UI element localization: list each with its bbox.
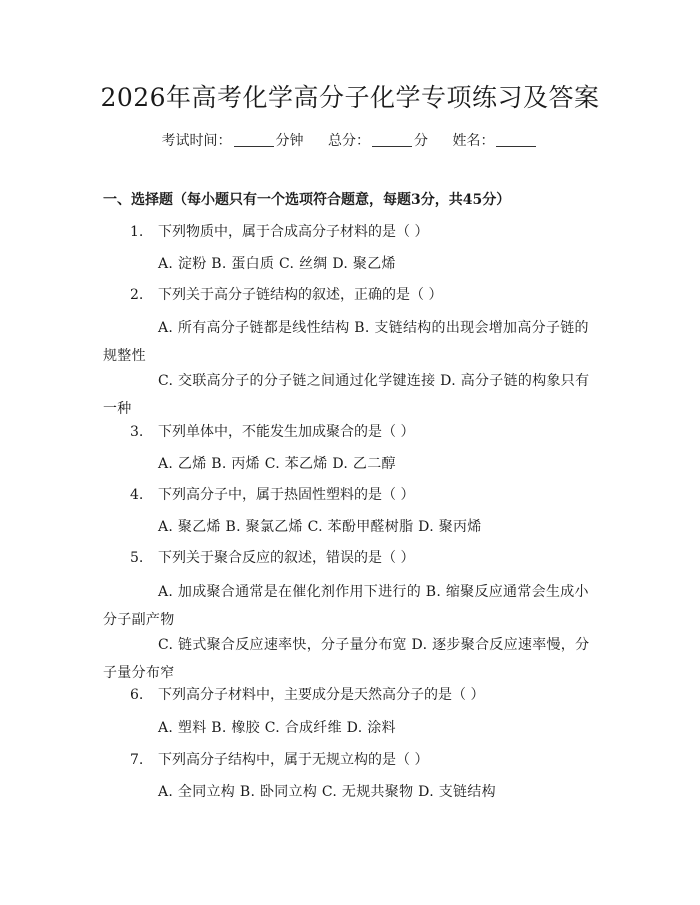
exam-meta-line: [0, 130, 700, 152]
question-number: 3.: [130, 424, 144, 440]
question-text: 下列关于高分子链结构的叙述，正确的是（ ）: [158, 287, 443, 303]
exam-time-field: [162, 130, 304, 152]
question-text: 下列高分子材料中，主要成分是天然高分子的是（ ）: [158, 687, 485, 703]
name-blank: [496, 132, 536, 147]
exam-time-unit: 分钟: [275, 133, 304, 149]
question-options: A. 所有高分子链都是线性结构 B. 支链结构的出现会增加高分子链的规整性: [103, 320, 589, 364]
total-score-field: [328, 130, 428, 152]
question-text: 下列物质中，属于合成高分子材料的是（ ）: [158, 224, 429, 240]
question-text: 下列高分子中，属于热固性塑料的是（ ）: [158, 487, 415, 503]
total-score-label: 总分：: [328, 133, 370, 149]
question-options: A. 淀粉 B. 蛋白质 C. 丝绸 D. 聚乙烯: [158, 256, 396, 272]
question-number: 6.: [130, 687, 144, 703]
question-number: 2.: [130, 287, 144, 303]
name-label: 姓名：: [452, 133, 495, 149]
document-title: 2026年高考化学高分子化学专项练习及答案: [100, 83, 600, 112]
question-options: C. 交联高分子的分子链之间通过化学键连接 D. 高分子链的构象只有一种: [103, 373, 590, 417]
question-options: A. 乙烯 B. 丙烯 C. 苯乙烯 D. 乙二醇: [158, 456, 396, 472]
question-text: 下列关于聚合反应的叙述，错误的是（ ）: [158, 550, 415, 566]
name-field: [452, 130, 538, 152]
total-score-blank: [372, 132, 412, 147]
exam-time-label: 考试时间：: [161, 133, 232, 149]
total-score-unit: 分: [414, 133, 428, 149]
question-text: 下列高分子结构中，属于无规立构的是（ ）: [158, 752, 429, 768]
section-heading: 一、选择题（每小题只有一个选项符合题意，每题3分，共45分）: [103, 192, 511, 208]
question-number: 4.: [130, 487, 144, 503]
question-number: 7.: [130, 752, 144, 768]
question-options: A. 聚乙烯 B. 聚氯乙烯 C. 苯酚甲醛树脂 D. 聚丙烯: [158, 519, 482, 535]
question-options: A. 加成聚合通常是在催化剂作用下进行的 B. 缩聚反应通常会生成小分子副产物: [103, 584, 589, 628]
question-text: 下列单体中，不能发生加成聚合的是（ ）: [158, 424, 415, 440]
question-options: A. 塑料 B. 橡胶 C. 合成纤维 D. 涂料: [158, 720, 396, 736]
question-number: 1.: [130, 224, 144, 240]
question-number: 5.: [130, 550, 144, 566]
question-options: A. 全同立构 B. 卧同立构 C. 无规共聚物 D. 支链结构: [158, 784, 496, 800]
question-options: C. 链式聚合反应速率快，分子量分布宽 D. 逐步聚合反应速率慢，分子量分布窄: [103, 637, 590, 681]
exam-time-blank: [234, 132, 274, 147]
